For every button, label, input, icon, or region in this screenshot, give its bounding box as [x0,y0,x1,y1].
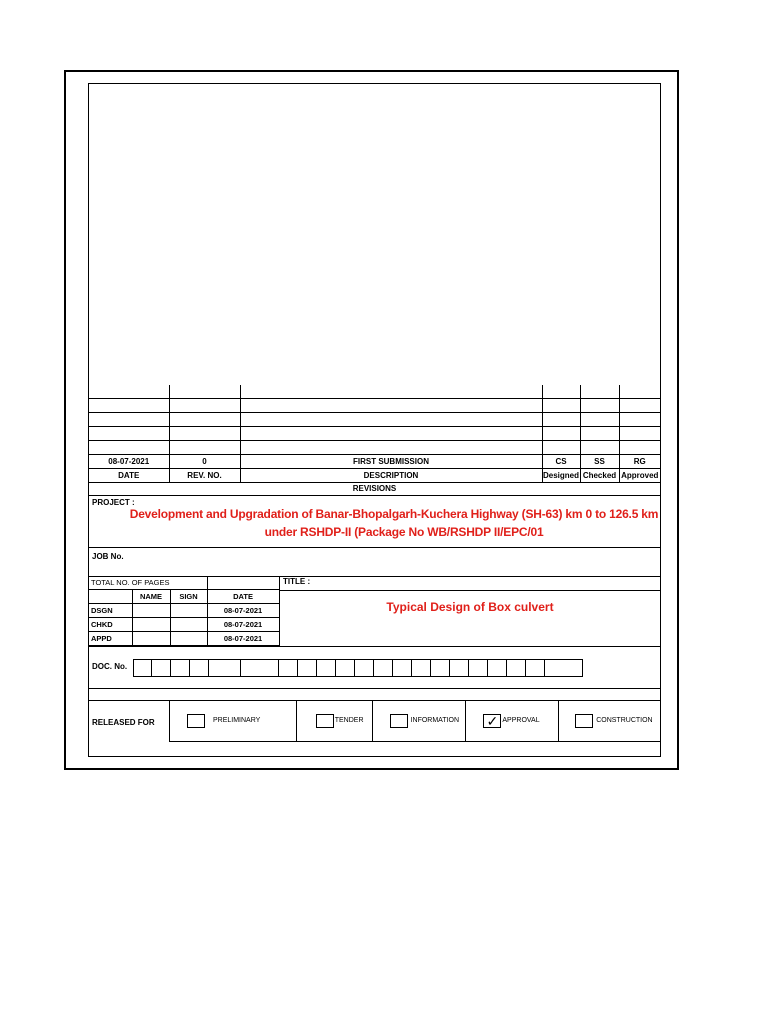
information-label: INFORMATION [410,717,460,724]
role-appd: APPD [89,632,132,646]
doc-number-box [134,660,152,676]
project-title-line1: Development and Upgradation of Banar-Bhopalgarh-Kuchera Highway (SH-63) km 0 to 126.5 km [129,507,659,521]
name-cell [132,618,170,632]
revision-approved [619,427,660,441]
doc-number-box [450,660,469,676]
preliminary-checkbox[interactable] [187,714,205,728]
project-title [129,505,659,541]
doc-label: DOC. No. [92,662,128,671]
signatures-header-row [89,590,279,604]
total-pages-row [89,576,279,590]
role-header [89,590,132,604]
revision-number [169,441,240,455]
doc-number-boxes [133,659,583,677]
header-description: DESCRIPTION [240,469,542,483]
approval-checkbox[interactable]: ✓ [483,714,501,728]
revisions-table [89,385,660,483]
revision-checked [580,413,619,427]
revision-row [89,441,660,455]
project-title-line2: under RSHDP-II (Package No WB/RSHDP II/EPC/01 [264,525,544,539]
job-label: JOB No. [92,552,124,561]
revision-designed [542,399,580,413]
revision-description [240,399,542,413]
revision-description [240,385,542,399]
doc-number-box [374,660,393,676]
revision-row [89,385,660,399]
doc-number-box [393,660,412,676]
revision-row [89,399,660,413]
revision-checked: SS [580,455,619,469]
doc-number-box [152,660,171,676]
doc-number-box [469,660,488,676]
doc-number-box [317,660,336,676]
pages-section [89,576,660,647]
header-checked: Checked [580,469,619,483]
header-date: DATE [89,469,169,483]
name-cell [132,604,170,618]
sign-cell [170,632,207,646]
revision-approved [619,441,660,455]
signatures-table [89,576,280,646]
doc-number-box [488,660,507,676]
drawing-area [89,84,660,385]
doc-number-box [412,660,431,676]
revision-number: 0 [169,455,240,469]
title-label-row [280,576,660,591]
revision-description [240,427,542,441]
doc-number-box [298,660,317,676]
revision-date [89,427,169,441]
sign-cell [170,604,207,618]
doc-number-box [507,660,526,676]
doc-number-box [336,660,355,676]
job-section [89,547,660,577]
doc-number-box [241,660,279,676]
revision-date [89,441,169,455]
doc-number-box [431,660,450,676]
tender-checkbox[interactable] [316,714,334,728]
release-option-construction [559,701,660,741]
sign-header: SIGN [170,590,207,604]
revision-date [89,399,169,413]
sign-cell [170,618,207,632]
doc-number-box [190,660,209,676]
doc-section [89,646,660,689]
date-header: DATE [207,590,279,604]
revision-checked [580,399,619,413]
name-cell [132,632,170,646]
revision-approved: RG [619,455,660,469]
total-pages-value [207,576,279,590]
date-cell: 08-07-2021 [207,632,279,646]
revision-row [89,455,660,469]
revision-approved [619,399,660,413]
revision-number [169,399,240,413]
revision-description [240,441,542,455]
revision-date [89,385,169,399]
revision-description: FIRST SUBMISSION [240,455,542,469]
release-option-tender [297,701,373,741]
title-section [279,576,660,646]
header-designed: Designed [542,469,580,483]
title-block-frame [88,83,661,757]
revision-date [89,413,169,427]
release-options [169,700,660,742]
project-label: PROJECT : [92,498,135,507]
revision-designed [542,413,580,427]
revision-approved [619,413,660,427]
title-label: TITLE : [283,577,311,586]
doc-number-box [171,660,190,676]
revision-description [240,413,542,427]
release-section [89,700,660,756]
role-dsgn: DSGN [89,604,132,618]
construction-checkbox[interactable] [575,714,593,728]
signature-row [89,632,279,646]
revision-checked [580,441,619,455]
role-chkd: CHKD [89,618,132,632]
doc-number-box [209,660,241,676]
release-option-approval [466,701,559,741]
revision-date: 08-07-2021 [89,455,169,469]
revision-designed [542,441,580,455]
preliminary-label: PRELIMINARY [213,717,261,724]
doc-number-box [355,660,374,676]
date-cell: 08-07-2021 [207,618,279,632]
approval-label: APPROVAL [502,717,540,724]
doc-number-box [526,660,545,676]
signature-row [89,618,279,632]
revision-header-row [89,469,660,483]
signature-row [89,604,279,618]
project-section [89,495,660,548]
revision-row [89,413,660,427]
doc-number-box [545,660,582,676]
release-option-preliminary [170,701,297,741]
revision-designed [542,385,580,399]
tender-label: TENDER [334,717,364,724]
revision-number [169,427,240,441]
header-rev-no: REV. NO. [169,469,240,483]
construction-label: CONSTRUCTION [596,717,653,724]
header-approved: Approved [619,469,660,483]
revision-approved [619,385,660,399]
revision-designed [542,427,580,441]
revision-number [169,413,240,427]
date-cell: 08-07-2021 [207,604,279,618]
information-checkbox[interactable] [390,714,408,728]
released-for-label: RELEASED FOR [92,718,155,727]
total-pages-label: TOTAL NO. OF PAGES [89,576,207,590]
revision-designed: CS [542,455,580,469]
release-option-information [373,701,467,741]
revision-number [169,385,240,399]
drawing-title: Typical Design of Box culvert [386,600,554,614]
revision-checked [580,385,619,399]
name-header: NAME [132,590,170,604]
doc-number-box [279,660,298,676]
revisions-title: REVISIONS [89,483,660,496]
revision-checked [580,427,619,441]
revision-row [89,427,660,441]
